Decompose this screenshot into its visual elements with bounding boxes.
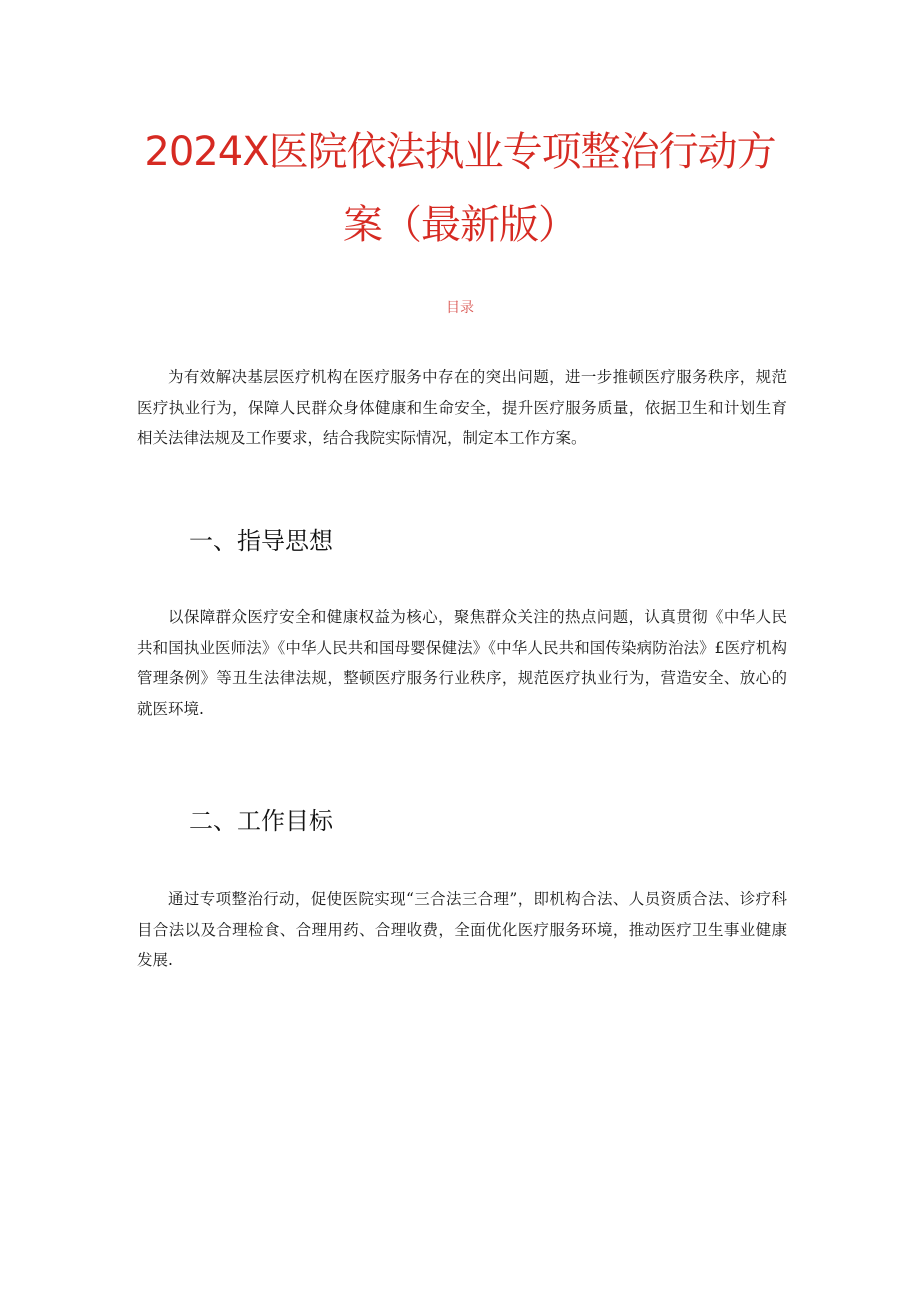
intro-paragraph: 为有效解决基层医疗机构在医疗服务中存在的突出问题，进一步推顿医疗服务秩序，规范医疗执业行为，保障人民群众身体健康和生命安全，提升医疗服务质量，依据卫生和计划生育相关法律法规及工作要求，结合我院实际情况，制定本工作方案。 [137, 368, 787, 447]
document-title-line-1: 2024X医院依法执业专项整治行动方 [144, 129, 776, 175]
section-paragraph-work-goals: 通过专项整治行动，促使医院实现“三合法三合理”，即机构合法、人员资质合法、诊疗科目合法以及合理检食、合理用药、合理收费，全面优化医疗服务环境，推动医疗卫生事业健康发展. [137, 890, 787, 969]
table-of-contents-label: 目录 [446, 300, 474, 316]
section-heading-guiding-ideology: 一、指导思想 [189, 527, 333, 555]
document-title-line-2: 案（最新版） [343, 202, 577, 248]
section-heading-work-goals: 二、工作目标 [189, 807, 333, 835]
section-paragraph-guiding-ideology: 以保障群众医疗安全和健康权益为核心，聚焦群众关注的热点问题，认真贯彻《中华人民共和国执业医师法》《中华人民共和国母婴保健法》《中华人民共和国传染病防治法》£医疗机构管理条例》等丑生法律法规，整顿医疗服务行业秩序，规范医疗执业行为，营造安全、放心的就医环境. [137, 608, 787, 718]
